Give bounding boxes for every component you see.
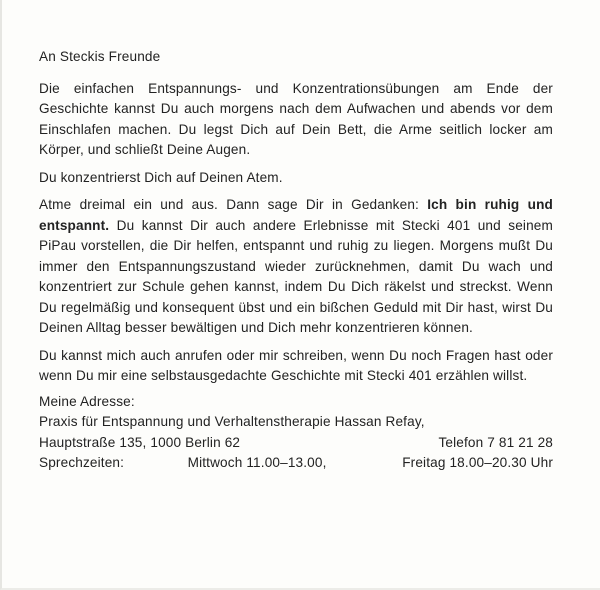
street-address: Hauptstraße 135, 1000 Berlin 62 — [39, 434, 241, 450]
instructions-intro: Atme dreimal ein und aus. Dann sage Dir in Gedanken: — [39, 197, 428, 212]
greeting-heading: An Steckis Freunde — [39, 49, 161, 64]
paragraph-contact: Du kannst mich auch anrufen oder mir schreiben, wenn Du noch Fragen hast oder wenn Du mir eine selbstausgedachte Geschichte mit Stecki 401 erzählen willst. — [39, 347, 553, 383]
office-hours-label: Sprechzeiten: — [39, 455, 125, 470]
hours-friday: Freitag 18.00–20.30 Uhr — [402, 455, 553, 470]
instructions-rest: Du kannst Dir auch andere Erlebnisse mit Stecki 401 und seinem PiPau vorstellen, die Dir helfen, entspannt und ruhig zu liegen. Morgens mußt Du immer den Entspannungszustand wieder zurücknehmen, damit Du wach und konzentriert zur Schule gehen kannst, indem Du Dich räkelst und streckst. Wenn Du regelmäßig und konsequent übst und ein bißchen Geduld mit Dir hast, wirst Du Deinen Alltag besser bewältigen und Dich mehr konzentrieren können. — [39, 217, 553, 335]
paragraph-instructions — [39, 195, 553, 339]
practice-name: Praxis für Entspannung und Verhaltenstherapie Hassan Refay, — [39, 414, 425, 429]
instructions-mantra: Ich bin ruhig und entspannt. — [39, 197, 553, 233]
phone-number: Telefon 7 81 21 28 — [438, 434, 553, 450]
address-label: Meine Adresse: — [39, 393, 135, 409]
paragraph-breath: Du konzentrierst Dich auf Deinen Atem. — [39, 169, 283, 185]
address-row — [39, 433, 553, 454]
paragraph-exercises: Die einfachen Entspannungs- und Konzentrationsübungen am Ende der Geschichte kannst Du auch morgens nach dem Aufwachen und abends vor dem Einschlafen machen. Du legst Dich auf Dein Bett, die Arme seitlich locker am Körper, und schließt Deine Augen. — [39, 80, 553, 157]
office-hours-row — [39, 453, 553, 474]
document-body — [39, 47, 553, 474]
hours-wednesday: Mittwoch 11.00–13.00, — [187, 455, 327, 470]
